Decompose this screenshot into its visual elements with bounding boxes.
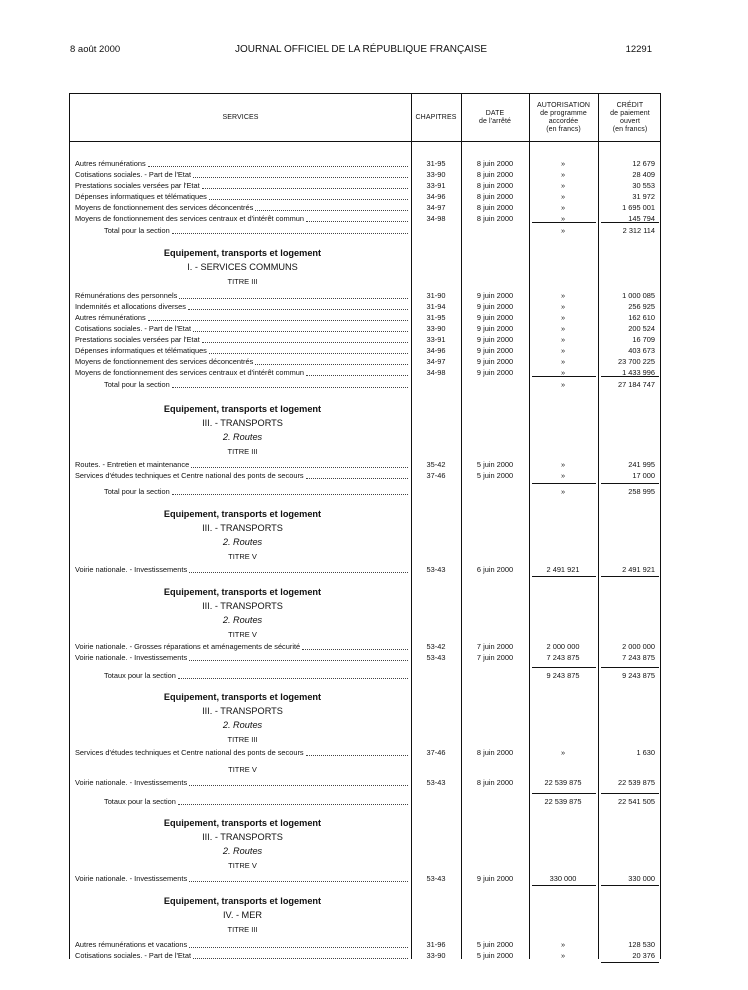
autorisation-cell: 9 243 875 <box>546 671 580 680</box>
autorisation-cell: 2 000 000 <box>546 642 580 651</box>
dot-leader <box>172 225 408 234</box>
service-label: Services d'études techniques et Centre national des ponts de secours <box>75 471 304 480</box>
autorisation-cell: » <box>560 214 566 223</box>
service-cell <box>75 213 410 224</box>
dot-leader <box>189 939 408 948</box>
table-row <box>70 641 660 652</box>
autorisation-cell: » <box>560 346 566 355</box>
table-row <box>70 323 660 334</box>
page-header <box>70 44 652 58</box>
dot-leader <box>188 301 408 310</box>
table-row <box>70 777 660 788</box>
chapitre-cell: 31-95 <box>426 159 446 168</box>
journal-title: JOURNAL OFFICIEL DE LA RÉPUBLIQUE FRANÇAISE <box>234 44 488 55</box>
credit-cell: 1 000 085 <box>622 291 655 300</box>
service-label: Cotisations sociales. - Part de l'Etat <box>75 170 192 179</box>
chapitre-cell: 33-91 <box>426 181 446 190</box>
subsection-heading: 2. Routes <box>222 720 263 730</box>
autorisation-cell: » <box>560 181 566 190</box>
service-cell <box>75 158 410 169</box>
dot-leader <box>189 777 408 786</box>
subsection-heading: TITRE III <box>227 735 258 744</box>
date-cell: 9 juin 2000 <box>476 874 514 883</box>
dot-leader <box>255 356 408 365</box>
service-cell <box>75 873 410 884</box>
table-row <box>70 873 660 884</box>
dot-leader <box>178 670 408 679</box>
section-heading: Equipement, transports et logement <box>163 896 322 906</box>
date-cell: 9 juin 2000 <box>476 335 514 344</box>
autorisation-cell: 22 539 875 <box>544 797 582 806</box>
page-number: 12291 <box>625 44 652 55</box>
chapitre-cell: 33-91 <box>426 335 446 344</box>
service-label: Moyens de fonctionnement des services centraux et d'intérêt commun <box>75 368 304 377</box>
header-date: 8 août 2000 <box>70 44 121 55</box>
table-row <box>70 470 660 481</box>
total-row <box>70 379 660 390</box>
date-cell: 7 juin 2000 <box>476 653 514 662</box>
table-row <box>70 356 660 367</box>
subsection-heading: TITRE V <box>228 552 257 561</box>
service-label: Cotisations sociales. - Part de l'Etat <box>75 324 192 333</box>
chapitre-cell: 34-96 <box>426 192 446 201</box>
dot-leader <box>255 202 408 211</box>
date-cell: 8 juin 2000 <box>476 181 514 190</box>
table-row <box>70 747 660 758</box>
table-row <box>70 202 660 213</box>
dot-leader <box>189 652 408 661</box>
autorisation-cell: » <box>560 487 566 496</box>
chapitre-cell: 34-97 <box>426 203 446 212</box>
service-label: Voirie nationale. - Investissements <box>75 778 188 787</box>
service-label: Dépenses informatiques et télématiques <box>75 346 207 355</box>
table-row <box>70 334 660 345</box>
service-cell <box>75 652 410 663</box>
service-label: Indemnités et allocations diverses <box>75 302 186 311</box>
total-rule <box>532 793 596 794</box>
date-cell: 7 juin 2000 <box>476 642 514 651</box>
table-row <box>70 169 660 180</box>
service-cell <box>75 312 410 323</box>
section-heading: Equipement, transports et logement <box>163 818 322 828</box>
autorisation-cell: » <box>560 368 566 377</box>
service-label: Services d'études techniques et Centre national des ponts de secours <box>75 748 304 757</box>
dot-leader <box>191 459 408 468</box>
chapitre-cell: 31-94 <box>426 302 446 311</box>
service-cell <box>104 670 410 681</box>
date-cell: 9 juin 2000 <box>476 368 514 377</box>
subsection-heading: TITRE III <box>227 277 258 286</box>
autorisation-cell: » <box>560 170 566 179</box>
total-rule <box>601 376 659 377</box>
credit-cell: 9 243 875 <box>622 671 655 680</box>
service-cell <box>75 356 410 367</box>
date-cell: 8 juin 2000 <box>476 203 514 212</box>
service-cell <box>75 180 410 191</box>
date-cell: 5 juin 2000 <box>476 951 514 960</box>
credit-cell: 2 312 114 <box>622 226 655 235</box>
dot-leader <box>148 158 408 167</box>
dot-leader <box>306 470 408 479</box>
credit-cell: 31 972 <box>632 192 655 201</box>
date-cell: 9 juin 2000 <box>476 313 514 322</box>
date-cell: 5 juin 2000 <box>476 471 514 480</box>
autorisation-cell: » <box>560 471 566 480</box>
chapitre-cell: 37-46 <box>426 471 446 480</box>
section-heading: Equipement, transports et logement <box>163 248 322 258</box>
credit-cell: 2 491 921 <box>622 565 655 574</box>
date-cell: 6 juin 2000 <box>476 565 514 574</box>
chapitre-cell: 37-46 <box>426 748 446 757</box>
credit-cell: 145 794 <box>628 214 655 223</box>
credit-cell: 258 995 <box>628 487 655 496</box>
service-cell <box>104 486 410 497</box>
service-cell <box>75 470 410 481</box>
autorisation-cell: » <box>560 940 566 949</box>
credit-cell: 17 000 <box>632 471 655 480</box>
service-label: Prestations sociales versées par l'Etat <box>75 181 200 190</box>
autorisation-cell: » <box>560 203 566 212</box>
dot-leader <box>306 213 408 222</box>
service-label: Dépenses informatiques et télématiques <box>75 192 207 201</box>
dot-leader <box>179 290 408 299</box>
table-row <box>70 312 660 323</box>
date-cell: 8 juin 2000 <box>476 214 514 223</box>
total-rule <box>601 222 659 223</box>
service-cell <box>75 191 410 202</box>
date-cell: 8 juin 2000 <box>476 170 514 179</box>
total-rule <box>532 667 596 668</box>
total-rule <box>601 962 659 963</box>
chapitre-cell: 31-95 <box>426 313 446 322</box>
service-cell <box>75 950 410 961</box>
service-cell <box>75 939 410 950</box>
dot-leader <box>189 564 408 573</box>
subsection-heading: TITRE III <box>227 925 258 934</box>
autorisation-cell: » <box>560 748 566 757</box>
subsection-heading: 2. Routes <box>222 537 263 547</box>
credit-cell: 22 541 505 <box>618 797 655 806</box>
credit-cell: 330 000 <box>628 874 655 883</box>
chapitre-cell: 31-96 <box>426 940 446 949</box>
date-cell: 5 juin 2000 <box>476 940 514 949</box>
total-rule <box>601 483 659 484</box>
credit-cell: 241 995 <box>628 460 655 469</box>
autorisation-cell: » <box>560 291 566 300</box>
chapitre-cell: 34-97 <box>426 357 446 366</box>
credit-cell: 22 539 875 <box>618 778 655 787</box>
credit-cell: 1 695 001 <box>622 203 655 212</box>
total-row <box>70 796 660 807</box>
dot-leader <box>209 191 408 200</box>
autorisation-cell: » <box>560 324 566 333</box>
credit-cell: 162 610 <box>628 313 655 322</box>
service-cell <box>75 641 410 652</box>
section-heading: Equipement, transports et logement <box>163 692 322 702</box>
subsection-heading: TITRE V <box>228 630 257 639</box>
date-cell: 5 juin 2000 <box>476 460 514 469</box>
service-cell <box>104 379 410 390</box>
service-cell <box>75 777 410 788</box>
autorisation-cell: » <box>560 313 566 322</box>
total-rule <box>532 885 596 886</box>
service-label: Moyens de fonctionnement des services centraux et d'intérêt commun <box>75 214 304 223</box>
total-row <box>70 225 660 236</box>
section-heading: Equipement, transports et logement <box>163 509 322 519</box>
date-cell: 9 juin 2000 <box>476 346 514 355</box>
credit-cell: 200 524 <box>628 324 655 333</box>
dot-leader <box>148 312 408 321</box>
total-label: Total pour la section <box>104 380 170 389</box>
chapitre-cell: 53-43 <box>426 778 446 787</box>
col-header-credit: CRÉDIT de paiement ouvert (en francs) <box>610 101 650 133</box>
service-cell <box>75 459 410 470</box>
service-label: Rémunérations des personnels <box>75 291 178 300</box>
service-label: Voirie nationale. - Grosses réparations et aménagements de sécurité <box>75 642 301 651</box>
date-cell: 9 juin 2000 <box>476 302 514 311</box>
table-row <box>70 950 660 961</box>
autorisation-cell: » <box>560 357 566 366</box>
date-cell: 8 juin 2000 <box>476 748 514 757</box>
service-cell <box>75 334 410 345</box>
total-rule <box>532 576 596 577</box>
service-label: Voirie nationale. - Investissements <box>75 565 188 574</box>
service-label: Prestations sociales versées par l'Etat <box>75 335 200 344</box>
section-heading: Equipement, transports et logement <box>163 404 322 414</box>
credit-cell: 12 679 <box>632 159 655 168</box>
total-rule <box>601 885 659 886</box>
subsection-heading: III. - TRANSPORTS <box>202 523 283 533</box>
total-label: Total pour la section <box>104 226 170 235</box>
subsection-heading: III. - TRANSPORTS <box>202 418 283 428</box>
table-row <box>70 652 660 663</box>
credit-cell: 20 376 <box>632 951 655 960</box>
dot-leader <box>172 486 408 495</box>
service-cell <box>75 747 410 758</box>
total-row <box>70 486 660 497</box>
dot-leader <box>306 747 408 756</box>
service-cell <box>75 301 410 312</box>
service-label: Moyens de fonctionnement des services déconcentrés <box>75 203 254 212</box>
subsection-heading: TITRE III <box>227 447 258 456</box>
autorisation-cell: » <box>560 192 566 201</box>
date-cell: 9 juin 2000 <box>476 357 514 366</box>
appropriations-table <box>69 93 661 959</box>
col-header-services: SERVICES <box>222 113 259 121</box>
dot-leader <box>193 950 408 959</box>
credit-cell: 2 000 000 <box>622 642 655 651</box>
subsection-heading: I. - SERVICES COMMUNS <box>187 262 298 272</box>
credit-cell: 256 925 <box>628 302 655 311</box>
credit-cell: 16 709 <box>632 335 655 344</box>
chapitre-cell: 53-43 <box>426 565 446 574</box>
date-cell: 8 juin 2000 <box>476 159 514 168</box>
dot-leader <box>302 641 408 650</box>
subsection-heading: III. - TRANSPORTS <box>202 706 283 716</box>
date-cell: 8 juin 2000 <box>476 192 514 201</box>
date-cell: 9 juin 2000 <box>476 324 514 333</box>
subsection-heading: III. - TRANSPORTS <box>202 601 283 611</box>
autorisation-cell: » <box>560 380 566 389</box>
subsection-heading: III. - TRANSPORTS <box>202 832 283 842</box>
chapitre-cell: 53-42 <box>426 642 446 651</box>
dot-leader <box>193 323 408 332</box>
chapitre-cell: 31-90 <box>426 291 446 300</box>
total-rule <box>601 667 659 668</box>
table-row <box>70 290 660 301</box>
service-cell <box>75 290 410 301</box>
autorisation-cell: » <box>560 335 566 344</box>
total-rule <box>532 222 596 223</box>
table-row <box>70 158 660 169</box>
total-rule <box>601 793 659 794</box>
dot-leader <box>178 796 408 805</box>
service-label: Voirie nationale. - Investissements <box>75 653 188 662</box>
service-label: Autres rémunérations <box>75 313 146 322</box>
subsection-heading: 2. Routes <box>222 846 263 856</box>
dot-leader <box>209 345 408 354</box>
dot-leader <box>172 379 408 388</box>
autorisation-cell: 22 539 875 <box>544 778 582 787</box>
header-rule <box>70 141 660 142</box>
credit-cell: 1 630 <box>636 748 655 757</box>
subsection-heading: IV. - MER <box>223 910 262 920</box>
date-cell: 9 juin 2000 <box>476 291 514 300</box>
section-heading: Equipement, transports et logement <box>163 587 322 597</box>
date-cell: 8 juin 2000 <box>476 778 514 787</box>
table-row <box>70 564 660 575</box>
dot-leader <box>202 334 408 343</box>
service-label: Routes. - Entretien et maintenance <box>75 460 190 469</box>
total-label: Totaux pour la section <box>104 671 176 680</box>
service-cell <box>75 564 410 575</box>
service-label: Voirie nationale. - Investissements <box>75 874 188 883</box>
credit-cell: 7 243 875 <box>622 653 655 662</box>
service-cell <box>75 202 410 213</box>
dot-leader <box>202 180 408 189</box>
credit-cell: 30 553 <box>632 181 655 190</box>
col-header-date: DATE de l'arrêté <box>478 109 511 125</box>
service-cell <box>104 225 410 236</box>
chapitre-cell: 33-90 <box>426 324 446 333</box>
table-row <box>70 345 660 356</box>
table-row <box>70 939 660 950</box>
table-row <box>70 180 660 191</box>
dot-leader <box>189 873 408 882</box>
autorisation-cell: 2 491 921 <box>546 565 580 574</box>
autorisation-cell: » <box>560 226 566 235</box>
chapitre-cell: 34-98 <box>426 368 446 377</box>
chapitre-cell: 53-43 <box>426 653 446 662</box>
table-row <box>70 301 660 312</box>
total-label: Totaux pour la section <box>104 797 176 806</box>
credit-cell: 27 184 747 <box>618 380 655 389</box>
credit-cell: 1 433 996 <box>622 368 655 377</box>
total-rule <box>532 483 596 484</box>
subsection-heading: TITRE V <box>228 861 257 870</box>
col-header-chapitres: CHAPITRES <box>415 113 457 121</box>
service-label: Autres rémunérations et vacations <box>75 940 188 949</box>
service-cell <box>75 323 410 334</box>
total-label: Total pour la section <box>104 487 170 496</box>
autorisation-cell: 7 243 875 <box>546 653 580 662</box>
dot-leader <box>306 367 408 376</box>
chapitre-cell: 35-42 <box>426 460 446 469</box>
subsection-heading: 2. Routes <box>222 615 263 625</box>
credit-cell: 128 530 <box>628 940 655 949</box>
autorisation-cell: 330 000 <box>549 874 577 883</box>
service-cell <box>75 169 410 180</box>
chapitre-cell: 34-98 <box>426 214 446 223</box>
autorisation-cell: » <box>560 951 566 960</box>
service-cell <box>75 345 410 356</box>
table-row <box>70 191 660 202</box>
total-rule <box>532 376 596 377</box>
chapitre-cell: 53-43 <box>426 874 446 883</box>
autorisation-cell: » <box>560 460 566 469</box>
service-label: Autres rémunérations <box>75 159 146 168</box>
dot-leader <box>193 169 408 178</box>
service-label: Moyens de fonctionnement des services déconcentrés <box>75 357 254 366</box>
credit-cell: 403 673 <box>628 346 655 355</box>
autorisation-cell: » <box>560 302 566 311</box>
chapitre-cell: 34-96 <box>426 346 446 355</box>
col-header-autorisation: AUTORISATION de programme accordée (en francs) <box>536 101 591 133</box>
credit-cell: 23 700 225 <box>618 357 655 366</box>
service-cell <box>104 796 410 807</box>
subsection-heading: TITRE V <box>228 765 257 774</box>
total-row <box>70 670 660 681</box>
total-rule <box>601 576 659 577</box>
table-row <box>70 459 660 470</box>
credit-cell: 28 409 <box>632 170 655 179</box>
subsection-heading: 2. Routes <box>222 432 263 442</box>
chapitre-cell: 33-90 <box>426 951 446 960</box>
chapitre-cell: 33-90 <box>426 170 446 179</box>
autorisation-cell: » <box>560 159 566 168</box>
service-cell <box>75 367 410 378</box>
service-label: Cotisations sociales. - Part de l'Etat <box>75 951 192 960</box>
